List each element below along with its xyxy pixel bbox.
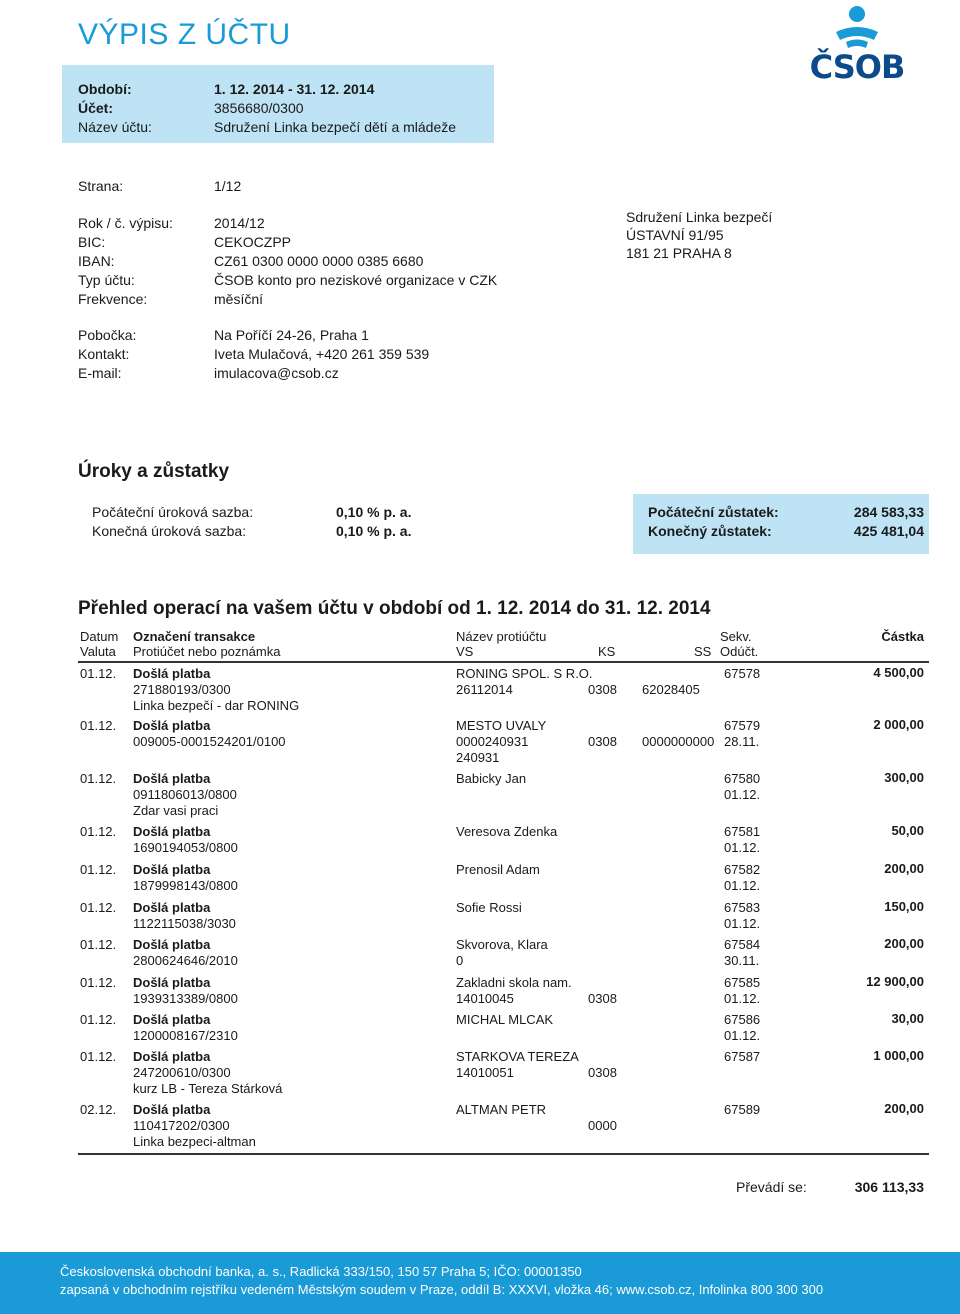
end-rate-value: 0,10 % p. a.: [336, 523, 412, 539]
row-account: 1879998143/0800: [133, 878, 238, 893]
row-date: 01.12.: [80, 824, 117, 839]
row-name: Veresova Zdenka: [456, 824, 558, 839]
account-name-value: Sdružení Linka bezpečí dětí a mládeže: [214, 119, 457, 135]
row-date: 01.12.: [80, 1012, 117, 1027]
contact-value: Iveta Mulačová, +420 261 359 539: [214, 346, 430, 362]
row-type: Došlá platba: [133, 900, 211, 915]
row-type: Došlá platba: [133, 1049, 211, 1064]
address-line-3: 181 21 PRAHA 8: [626, 245, 732, 261]
row-amount: 200,00: [884, 1101, 924, 1116]
row-ks: 0308: [588, 682, 617, 697]
row-seq: 67579: [724, 718, 761, 733]
bic-label: BIC:: [78, 234, 106, 250]
row-type: Došlá platba: [133, 1102, 211, 1117]
row-oduct: 30.11.: [724, 953, 760, 968]
row-account: 009005-0001524201/0100: [133, 734, 286, 749]
end-rate-label: Konečná úroková sazba:: [92, 523, 247, 539]
row-seq: 67584: [724, 937, 761, 952]
row-date: 01.12.: [80, 975, 117, 990]
row-amount: 12 900,00: [866, 974, 924, 989]
row-seq: 67586: [724, 1012, 761, 1027]
row-vs: 0: [456, 953, 464, 968]
row-name: ALTMAN PETR: [456, 1102, 547, 1117]
row-account: 1690194053/0800: [133, 840, 238, 855]
row-vs: 14010051: [456, 1065, 514, 1080]
row-account: 271880193/0300: [133, 682, 231, 697]
header-valuta: Valuta: [80, 644, 116, 659]
bic-value: CEKOCZPP: [214, 234, 292, 250]
account-name-label: Název účtu:: [78, 119, 152, 135]
row-vs: 26112014: [456, 682, 513, 697]
operations-section-title: Přehled operací na vašem účtu v období od 1. 12. 2014 do 31. 12. 2014: [78, 598, 711, 619]
row-seq: 67580: [724, 771, 761, 786]
header-sekv: Sekv.: [720, 629, 752, 644]
row-oduct: 28.11.: [724, 734, 760, 749]
row-date: 01.12.: [80, 666, 117, 681]
period-label: Období:: [78, 81, 132, 97]
table-bottom-line: [78, 1153, 929, 1155]
document-title: VÝPIS Z ÚČTU: [78, 18, 291, 51]
row-seq: 67585: [724, 975, 761, 990]
carry-label: Převádí se:: [736, 1179, 807, 1195]
row-date: 02.12.: [80, 1102, 117, 1117]
row-ss: 62028405: [642, 682, 700, 697]
account-value: 3856680/0300: [214, 100, 304, 116]
csob-logo: [808, 4, 906, 86]
header-vs: VS: [456, 644, 474, 659]
start-balance-label: Počáteční zůstatek:: [648, 504, 779, 520]
row-note: Linka bezpečí - dar RONING: [133, 698, 300, 713]
freq-value: měsíční: [214, 291, 264, 307]
row-ks: 0308: [588, 734, 617, 749]
header-oduct: Odúčt.: [720, 644, 759, 659]
period-value: 1. 12. 2014 - 31. 12. 2014: [214, 81, 375, 97]
year-value: 2014/12: [214, 215, 265, 231]
row-date: 01.12.: [80, 900, 117, 915]
row-amount: 150,00: [884, 899, 924, 914]
row-seq: 67589: [724, 1102, 761, 1117]
table-header-line: [78, 661, 929, 663]
row-name: MICHAL MLCAK: [456, 1012, 554, 1027]
row-vs2: 240931: [456, 750, 500, 765]
row-amount: 50,00: [891, 823, 924, 838]
address-line-2: ÚSTAVNÍ 91/95: [626, 227, 724, 243]
row-account: 1939313389/0800: [133, 991, 238, 1006]
start-balance-value: 284 583,33: [853, 504, 924, 520]
row-ks: 0308: [588, 1065, 617, 1080]
branch-value: Na Poříčí 24-26, Praha 1: [214, 327, 369, 343]
row-amount: 1 000,00: [873, 1048, 924, 1063]
header-date: Datum: [80, 629, 119, 644]
row-name: MESTO UVALY: [456, 718, 547, 733]
row-type: Došlá platba: [133, 666, 211, 681]
interest-section-title: Úroky a zůstatky: [78, 461, 230, 482]
iban-label: IBAN:: [78, 253, 115, 269]
row-date: 01.12.: [80, 862, 117, 877]
freq-label: Frekvence:: [78, 291, 148, 307]
contact-label: Kontakt:: [78, 346, 130, 362]
account-label: Účet:: [78, 100, 114, 116]
row-type: Došlá platba: [133, 862, 211, 877]
row-account: 0911806013/0800: [133, 787, 237, 802]
row-oduct: 01.12.: [724, 878, 761, 893]
logo-figure-icon: [808, 4, 906, 52]
row-amount: 300,00: [884, 770, 924, 785]
row-account: 1200008167/2310: [133, 1028, 238, 1043]
row-note: kurz LB - Tereza Stárková: [133, 1081, 283, 1096]
type-label: Typ účtu:: [78, 272, 135, 288]
header-counter-name: Název protiúčtu: [456, 629, 547, 644]
header-transaction: Označení transakce: [133, 629, 256, 644]
header-amount: Částka: [881, 629, 924, 644]
row-oduct: 01.12.: [724, 787, 761, 802]
row-date: 01.12.: [80, 771, 117, 786]
row-type: Došlá platba: [133, 771, 211, 786]
row-oduct: 01.12.: [724, 1028, 761, 1043]
row-account: 2800624646/2010: [133, 953, 238, 968]
row-account: 1122115038/3030: [133, 916, 236, 931]
row-type: Došlá platba: [133, 1012, 211, 1027]
year-label: Rok / č. výpisu:: [78, 215, 173, 231]
row-amount: 30,00: [891, 1011, 924, 1026]
email-value: imulacova@csob.cz: [214, 365, 339, 381]
row-name: Skvorova, Klara: [456, 937, 548, 952]
address-line-1: Sdružení Linka bezpečí: [626, 209, 773, 225]
row-name: Prenosil Adam: [456, 862, 540, 877]
end-balance-label: Konečný zůstatek:: [648, 523, 772, 539]
row-oduct: 01.12.: [724, 991, 761, 1006]
end-balance-value: 425 481,04: [853, 523, 924, 539]
type-value: ČSOB konto pro neziskové organizace v CZK: [214, 272, 498, 288]
email-label: E-mail:: [78, 365, 122, 381]
start-rate-label: Počáteční úroková sazba:: [92, 504, 254, 520]
logo-text: ČSOB: [809, 48, 905, 86]
row-amount: 200,00: [884, 936, 924, 951]
row-date: 01.12.: [80, 937, 117, 952]
row-vs: 14010045: [456, 991, 514, 1006]
row-name: Zakladni skola nam.: [456, 975, 572, 990]
row-seq: 67583: [724, 900, 761, 915]
row-ks: 0308: [588, 991, 617, 1006]
row-ss: 0000000000: [642, 734, 715, 749]
row-seq: 67581: [724, 824, 761, 839]
row-vs: 0000240931: [456, 734, 529, 749]
row-note: Linka bezpeci-altman: [133, 1134, 256, 1149]
carry-value: 306 113,33: [854, 1179, 924, 1195]
row-account: 110417202/0300: [133, 1118, 230, 1133]
footer-line-1: Československá obchodní banka, a. s., Radlická 333/150, 150 57 Praha 5; IČO: 00001350: [60, 1264, 582, 1279]
row-type: Došlá platba: [133, 718, 211, 733]
row-name: Babicky Jan: [456, 771, 527, 786]
row-date: 01.12.: [80, 718, 117, 733]
header-ks: KS: [598, 644, 616, 659]
row-date: 01.12.: [80, 1049, 117, 1064]
row-seq: 67582: [724, 862, 761, 877]
row-amount: 2 000,00: [873, 717, 924, 732]
row-type: Došlá platba: [133, 937, 211, 952]
page-value: 1/12: [214, 178, 242, 194]
row-oduct: 01.12.: [724, 840, 761, 855]
row-account: 247200610/0300: [133, 1065, 231, 1080]
footer-line-2: zapsaná v obchodním rejstříku vedeném Městským soudem v Praze, oddíl B: XXXVI, vložka 46; www.csob.cz, Infolinka 800 300 300: [60, 1282, 824, 1297]
row-note: Zdar vasi praci: [133, 803, 219, 818]
row-oduct: 01.12.: [724, 916, 761, 931]
row-type: Došlá platba: [133, 975, 211, 990]
iban-value: CZ61 0300 0000 0000 0385 6680: [214, 253, 424, 269]
header-counter: Protiúčet nebo poznámka: [133, 644, 281, 659]
row-seq: 67578: [724, 666, 761, 681]
row-name: STARKOVA TEREZA: [456, 1049, 579, 1064]
page-label: Strana:: [78, 178, 124, 194]
row-name: RONING SPOL. S R.O.: [456, 666, 593, 681]
branch-label: Pobočka:: [78, 327, 137, 343]
row-type: Došlá platba: [133, 824, 211, 839]
start-rate-value: 0,10 % p. a.: [336, 504, 412, 520]
row-amount: 4 500,00: [873, 665, 924, 680]
footer-bar: [0, 1252, 960, 1314]
row-name: Sofie Rossi: [456, 900, 522, 915]
row-seq: 67587: [724, 1049, 761, 1064]
row-amount: 200,00: [884, 861, 924, 876]
row-ks: 0000: [588, 1118, 617, 1133]
header-ss: SS: [694, 644, 712, 659]
